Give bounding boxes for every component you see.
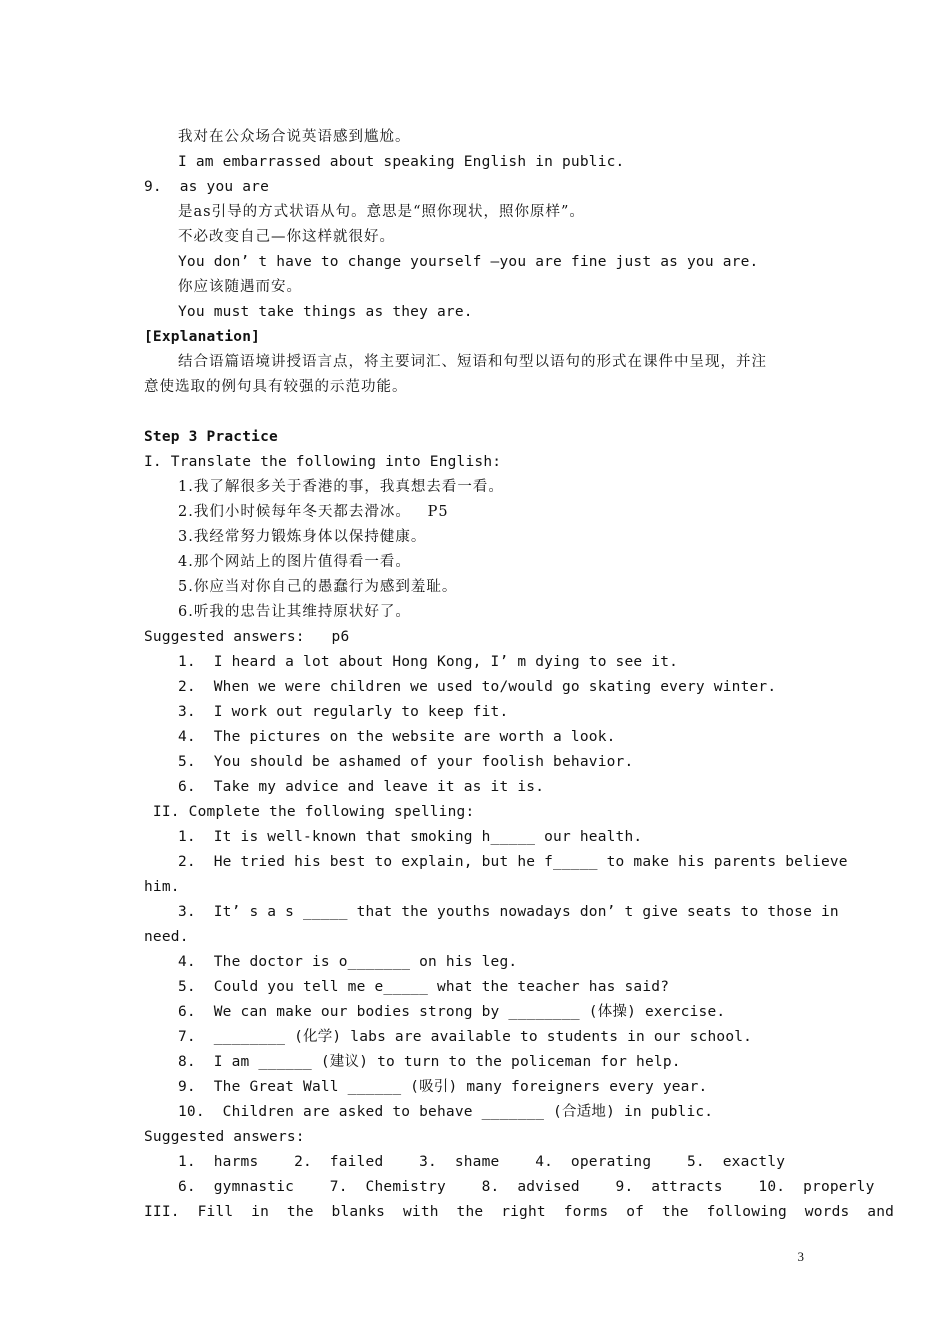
spelling-question-2-cont: him. bbox=[144, 879, 180, 895]
spelling-question-6: 6. We can make our bodies strong by ________ (体操) exercise. bbox=[178, 1004, 726, 1020]
part-1-answer-5: 5. You should be ashamed of your foolish behavior. bbox=[178, 754, 634, 770]
point-9-zh-example-2: 你应该随遇而安。 bbox=[178, 279, 302, 295]
part-2-answers-row-1: 1. harms 2. failed 3. shame 4. operating 5. exactly bbox=[178, 1154, 786, 1170]
explanation-label: [Explanation] bbox=[144, 329, 261, 345]
zh-example: 我对在公众场合说英语感到尴尬。 bbox=[178, 129, 411, 145]
part-1-answer-1: 1. I heard a lot about Hong Kong, I’ m dying to see it. bbox=[178, 654, 679, 670]
translate-item-6: 6.听我的忠告让其维持原状好了。 bbox=[178, 604, 411, 620]
spelling-question-2: 2. He tried his best to explain, but he f_____ to make his parents believe bbox=[178, 854, 848, 870]
point-9-heading: 9. as you are bbox=[144, 179, 270, 195]
point-9-en-example-2: You must take things as they are. bbox=[178, 304, 473, 320]
part-1-heading: I. Translate the following into English: bbox=[144, 454, 502, 470]
part-2-heading: II. Complete the following spelling: bbox=[144, 804, 475, 820]
page-number: 3 bbox=[797, 1249, 804, 1264]
part-1-answers-label: Suggested answers: p6 bbox=[144, 629, 350, 645]
part-3-heading: III. Fill in the blanks with the right forms of the following words and bbox=[144, 1204, 895, 1220]
part-1-answer-3: 3. I work out regularly to keep fit. bbox=[178, 704, 509, 720]
spelling-question-1: 1. It is well-known that smoking h_____ our health. bbox=[178, 829, 643, 845]
part-1-answer-2: 2. When we were children we used to/would go skating every winter. bbox=[178, 679, 777, 695]
spelling-question-10: 10. Children are asked to behave _______ (合适地) in public. bbox=[178, 1104, 714, 1120]
en-example: I am embarrassed about speaking English in public. bbox=[178, 154, 625, 170]
point-9-zh-example-1: 不必改变自己—你这样就很好。 bbox=[178, 229, 395, 245]
spelling-question-7: 7. ________ (化学) labs are available to students in our school. bbox=[178, 1029, 753, 1045]
part-1-answer-6: 6. Take my advice and leave it as it is. bbox=[178, 779, 545, 795]
spelling-question-9: 9. The Great Wall ______ (吸引) many foreigners every year. bbox=[178, 1079, 708, 1095]
part-2-answers-label: Suggested answers: bbox=[144, 1129, 305, 1145]
part-1-answer-4: 4. The pictures on the website are worth a look. bbox=[178, 729, 616, 745]
translate-item-1: 1.我了解很多关于香港的事，我真想去看一看。 bbox=[178, 479, 504, 495]
translate-item-2: 2.我们小时候每年冬天都去滑冰。 P5 bbox=[178, 504, 449, 520]
point-9-description: 是as引导的方式状语从句。意思是“照你现状，照你原样”。 bbox=[178, 204, 585, 220]
spelling-question-3: 3. It’ s a s _____ that the youths nowadays don’ t give seats to those in bbox=[178, 904, 839, 920]
translate-item-3: 3.我经常努力锻炼身体以保持健康。 bbox=[178, 529, 427, 545]
explanation-line-2: 意使选取的例句具有较强的示范功能。 bbox=[144, 379, 408, 395]
spelling-question-5: 5. Could you tell me e_____ what the teacher has said? bbox=[178, 979, 670, 995]
spelling-question-3-cont: need. bbox=[144, 929, 189, 945]
point-9-en-example-1: You don’ t have to change yourself —you are fine just as you are. bbox=[178, 254, 759, 270]
translate-item-5: 5.你应当对你自己的愚蠢行为感到羞耻。 bbox=[178, 579, 458, 595]
part-2-answers-row-2: 6. gymnastic 7. Chemistry 8. advised 9. attracts 10. properly bbox=[178, 1179, 875, 1195]
translate-item-4: 4.那个网站上的图片值得看一看。 bbox=[178, 554, 411, 570]
spelling-question-8: 8. I am ______ (建议) to turn to the policeman for help. bbox=[178, 1054, 681, 1070]
explanation-line-1: 结合语篇语境讲授语言点，将主要词汇、短语和句型以语句的形式在课件中呈现，并注 bbox=[178, 354, 767, 370]
spelling-question-4: 4. The doctor is o_______ on his leg. bbox=[178, 954, 518, 970]
step-3-title: Step 3 Practice bbox=[144, 429, 278, 445]
